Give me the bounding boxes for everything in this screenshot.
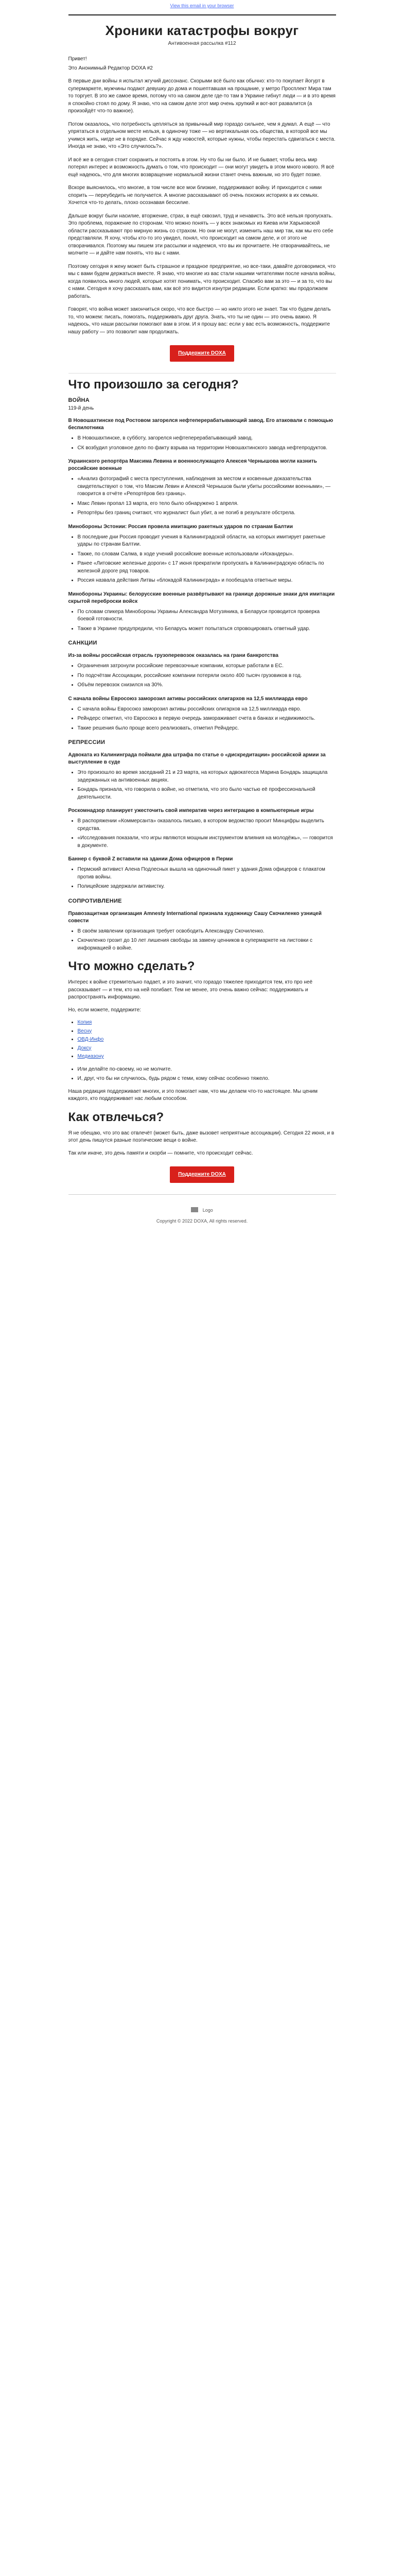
list-item	[78, 1053, 336, 1061]
news-item-title[interactable]: Роскомнадзор планирует ужесточить свой императив через интеграцию в компьютерные игры	[68, 808, 314, 814]
distract-paragraph: Я не обещаю, что это вас отвлечёт (может быть, даже вызовет неприятные ассоциации). Сегодня 22 июня, и в этот день пишутся разные поэтические вещи о войне.	[68, 1130, 335, 1143]
news-item-title[interactable]: Правозащитная организация Amnesty International признала художницу Сашу Скочиленко узницей совести	[68, 910, 322, 924]
repression-label: РЕПРЕССИИ	[68, 739, 106, 745]
support-doxa-button[interactable]: Поддержите DOXA	[170, 345, 234, 362]
support-link[interactable]: ОВД-Инфо	[77, 1037, 104, 1042]
list-item: • С начала войны Евросоюз заморозил активы российских олигархов на 12,5 миллиарда евро.	[78, 706, 336, 714]
news-item-title[interactable]: С начала войны Евросоюз заморозил активы российских олигархов на 12,5 миллиарда евро	[68, 696, 308, 702]
view-in-browser-link[interactable]: View this email in your browser	[170, 3, 234, 8]
intro-paragraph: Дальше вокруг были насилие, вторжение, страх, в ещё сквозил, труд и ненависть. Это всё нельзя пропускать. Это проблема, поражение по сторонам. Что можно понять — у всех знакомых из Киева или Харьковской области рассказывают про мирную жизнь со страхом. Но они не могут, изменить наш мир так, как мы его себе представляли. Я хочу, чтобы кто-то это увидел, понял, что происходит на самом деле, и от этого не отворачивался. Поэтому мы пишем эти рассылки и надеемся, что вы их прочитаете. Не отворачивайтесь, не молчите — и дайте нам понять, что вы с нами.	[68, 213, 333, 256]
distract-section	[68, 1110, 336, 1158]
war-label: ВОЙНА	[68, 397, 90, 403]
list-item: • СК возбудил уголовное дело по факту взрыва на территории Новошахтинского завода нефтепродуктов.	[78, 445, 336, 452]
list-item: • По словам спикера Минобороны Украины Александра Мотузяника, в Беларуси проводится проверка боевой готовности.	[78, 608, 336, 623]
list-item: • Ограничения затронули российские перевозочные компании, которые работали в ЕС.	[78, 663, 336, 670]
footer-divider	[68, 1194, 336, 1195]
intro-paragraph: Это Анонимный Редактор DOXA #2	[68, 65, 153, 71]
opposition-label: СОПРОТИВЛЕНИЕ	[68, 897, 122, 904]
sanctions-section	[68, 640, 336, 732]
logo-text: Logo	[202, 1208, 213, 1213]
list-item: • Также, по словам Салма, в ходе учений российские военные использовали «Искандеры».	[78, 551, 336, 558]
list-item	[78, 1045, 336, 1053]
list-item: • Рейндерс отметил, что Евросоюз в первую очередь замораживает счета в банках и недвижимость.	[78, 715, 336, 723]
list-item: • Макс Левин пропал 13 марта, его тело было обнаружено 1 апреля.	[78, 500, 336, 508]
newsletter-subtitle: Антивоенная рассылка #112	[168, 41, 236, 46]
list-item: • «Исследования показали, что игры являются мощным инструментом влияния на молодёжь», — говорится в документе.	[78, 835, 336, 850]
list-item: • И, друг, что бы ни случилось, будь рядом с теми, кому сейчас особенно тяжело.	[78, 1075, 336, 1083]
help-heading: Что можно сделать?	[68, 959, 195, 973]
list-item: • Россия назвала действия Литвы «блокадой Калининграда» и пообещала ответные меры.	[78, 577, 336, 585]
list-item: • По подсчётам Ассоциации, российские компании потеряли около 400 тысяч грузовиков в год.	[78, 672, 336, 680]
intro-section	[68, 56, 336, 336]
section-divider	[68, 373, 336, 374]
help-paragraph: Но, если можете, поддержите:	[68, 1007, 142, 1013]
intro-paragraph: И всё же в сегодня стоит сохранить и постоять в этом. Ну что бы ни было. И не бывает, чтобы весь мир потерял интерес и возможность думать о том, что происходит — они могут увидеть в этом много нового. Я всё ещё надеюсь, что для многих возвращение нормальной жизни станет очень важным, но это будет позже.	[68, 157, 335, 178]
opposition-section	[68, 898, 336, 953]
intro-paragraph: Привет!	[68, 56, 87, 62]
list-item	[78, 1028, 336, 1036]
list-item: • Пермский активист Алена Подлесных вышла на одиночный пикет у здания Дома офицеров с плакатом против войны.	[78, 866, 336, 881]
intro-paragraph: Вскоре выяснилось, что многие, в том числе все мои близкие, поддерживают войну. И приходится с ними спорить — переубедить не получается. А многие рассказывают об очень похожих историях в их семьях. Хочется что-то делать, плохо осознавая бессилие.	[68, 185, 322, 206]
intro-paragraph: В первые дни войны я испытал жгучий диссонанс. Скорыми всё было как обычно: кто-то покупает йогурт в супермаркете, мужчины подают девушку до дома и пошептавшая на прощание, у метро Просплект Мира там то торгует. В это же самое время, потому что на самом деле где-то там в Украине гибнут люди — и в это время я спокойно стоял по дому. Я знаю, что на самом деле этот мир очень хрупкий и вот-вот развалится (а произойдёт что-то важное).	[68, 78, 336, 114]
intro-paragraph: Поэтому сегодня я жену может быть страшное и праздное предприятие, но все-таки, давайте договоримся, что мы с вами будем держаться вместе. Я знаю, что многие из вас стали нашими читателями после начала войны, когда появилось много людей, которые хотят понимать, что происходит. Спасибо вам за это — и за то, что вы с нами. Сегодня я хочу рассказать вам, как всё это видится изнутри редакции. Если кратко: мы продолжаем работать.	[68, 263, 336, 299]
help-section	[68, 959, 336, 1103]
list-item: • Полицейские задержали активистку.	[78, 883, 336, 891]
newsletter-title: Хроники катастрофы вокруг	[105, 23, 299, 38]
list-item: • Также в Украине предупредили, что Беларусь может попытаться спровоцировать ответный удар.	[78, 625, 336, 633]
list-item: • Бондарь признала, что говорила о войне, но отметила, что это было частью её профессиональной деятельности.	[78, 786, 336, 801]
list-item: • Такие решения было проще всего реализовать, отметил Рейндерс.	[78, 725, 336, 733]
list-item: • Скочиленко грозит до 10 лет лишения свободы за замену ценников в супермаркете на листовки с информацией о войне.	[78, 937, 336, 952]
list-item	[78, 1019, 336, 1027]
list-item: • Объём перевозок снизился на 30%.	[78, 682, 336, 689]
list-item: • В своём заявлении организация требует освободить Александру Скочиленко.	[78, 928, 336, 936]
list-item: • В последние дни Россия проводит учения в Калининградской области, на которых имитирует ракетные удары по странам Балтии.	[78, 534, 336, 549]
help-paragraph: Наша редакция поддерживает многих, и это помогает нам, что мы делаем что-то настоящее. Мы ценим каждого, кто поддерживает нас любым способом.	[68, 1088, 318, 1101]
list-item: • «Анализ фотографий с места преступления, наблюдения за местом и косвенные доказательства свидетельствуют о том, что Максим Левин и Алексей Чернышов были убиты российскими военными», — говорится в отчёте «Репортёров без границ».	[78, 476, 336, 498]
list-item: • Ранее «Литовские железные дороги» с 17 июня прекратили пропускать в Калининградскую область по железной дороге ряд товаров.	[78, 560, 336, 575]
support-link[interactable]: Доксу	[77, 1045, 92, 1051]
list-item: • Или делайте по-своему, но не молчите.	[78, 1066, 336, 1074]
news-item-title[interactable]: Адвоката из Калининграда поймали два штрафа по статье о «дискредитации» российской армии за выступление в суде	[68, 752, 326, 765]
email-container	[68, 0, 336, 1224]
distract-paragraph: Так или иначе, это день памяти и скорби — помните, что происходит сейчас.	[68, 1150, 253, 1156]
support-link[interactable]: Весну	[77, 1028, 92, 1034]
list-item	[78, 1036, 336, 1044]
news-item-title[interactable]: Из-за войны российская отрасль грузоперевозок оказалась на грани банкротства	[68, 653, 278, 658]
sanctions-label: САНКЦИИ	[68, 640, 97, 646]
news-item-title[interactable]: В Новошахтинске под Ростовом загорелся нефтеперерабатывающий завод. Его атаковали с помощью беспилотника	[68, 418, 333, 431]
list-item: • В Новошахтинске, в субботу, загорелся нефтеперерабатывающий завод.	[78, 435, 336, 443]
copyright-text: Copyright © 2022 DOXA, All rights reserved.	[156, 1218, 248, 1224]
support-link[interactable]: Копия	[77, 1020, 92, 1025]
repression-section	[68, 739, 336, 891]
news-item-title[interactable]: Баннер с буквой Z вставили на здании Дома офицеров в Перми	[68, 856, 233, 862]
topbar	[68, 0, 336, 14]
day-count: 119-й день	[68, 405, 94, 411]
support-links	[68, 1019, 336, 1061]
news-item-title[interactable]: Минобороны Украины: белорусские военные развёртывают на границе дорожные знаки для имитации скрытой переброски войск	[68, 591, 335, 604]
war-news-list	[68, 417, 336, 633]
support-doxa-button-bottom[interactable]: Поддержите DOXA	[170, 1166, 234, 1183]
intro-paragraph: Говорят, что война может закончиться скоро, что все быстро — но никто этого не знает. Так что будем делать то, что можем: писать, помогать, поддерживать друг друга. Знать, что ты не один — это очень важно. Я надеюсь, что наши рассылки помогают вам в этом. И я прошу вас: если у вас есть возможность, поддержите нашу работу — это позволит нам продолжать.	[68, 307, 331, 335]
news-item-title[interactable]: Украинского репортёра Максима Левина и военнослужащего Алексея Чернышова могли казнить российские военные	[68, 459, 317, 471]
news-heading: Что произошло за сегодня?	[68, 378, 239, 392]
list-item: • Это произошло во время заседаний 21 и 23 марта, на которых адвокатесса Марина Бондарь защищала задержанных на антивоенных акциях.	[78, 769, 336, 784]
help-paragraph: Интерес к войне стремительно падает, и это значит, что гораздо тяжелее приходится тем, кто про неё рассказывает — и тем, кто на ней погибает. Тем не менее, это очень важно сейчас: поддерживать и распространять информацию.	[68, 979, 313, 1000]
list-item: • Репортёры без границ считают, что журналист был убит, а не погиб в результате обстрела.	[78, 510, 336, 517]
list-item: • В распоряжении «Коммерсанта» оказалось письмо, в котором ведомство просит Минцифры выделить средства.	[78, 818, 336, 833]
intro-paragraph: Потом оказалось, что потребность цепляться за привычный мир гораздо сильнее, чем я думал. А ещё — что упрятаться в отдельном месте нельзя, в одиночку тоже — но вертикальная ось общества, в которой все мы учимся жить, нигде не в порядке. Сейчас я жду новостей, которые нужны, чтобы перестать сдвигаться с места. Иногда не знаю, что «Это случилось?».	[68, 121, 336, 149]
news-item-title[interactable]: Минобороны Эстонии: Россия провела имитацию ракетных ударов по странам Балтии	[68, 523, 293, 530]
support-link[interactable]: Медиазону	[77, 1054, 104, 1059]
header-divider	[68, 14, 336, 15]
distract-heading: Как отвлечься?	[68, 1110, 164, 1124]
logo-icon	[191, 1207, 198, 1212]
footer-logo	[68, 1205, 336, 1214]
